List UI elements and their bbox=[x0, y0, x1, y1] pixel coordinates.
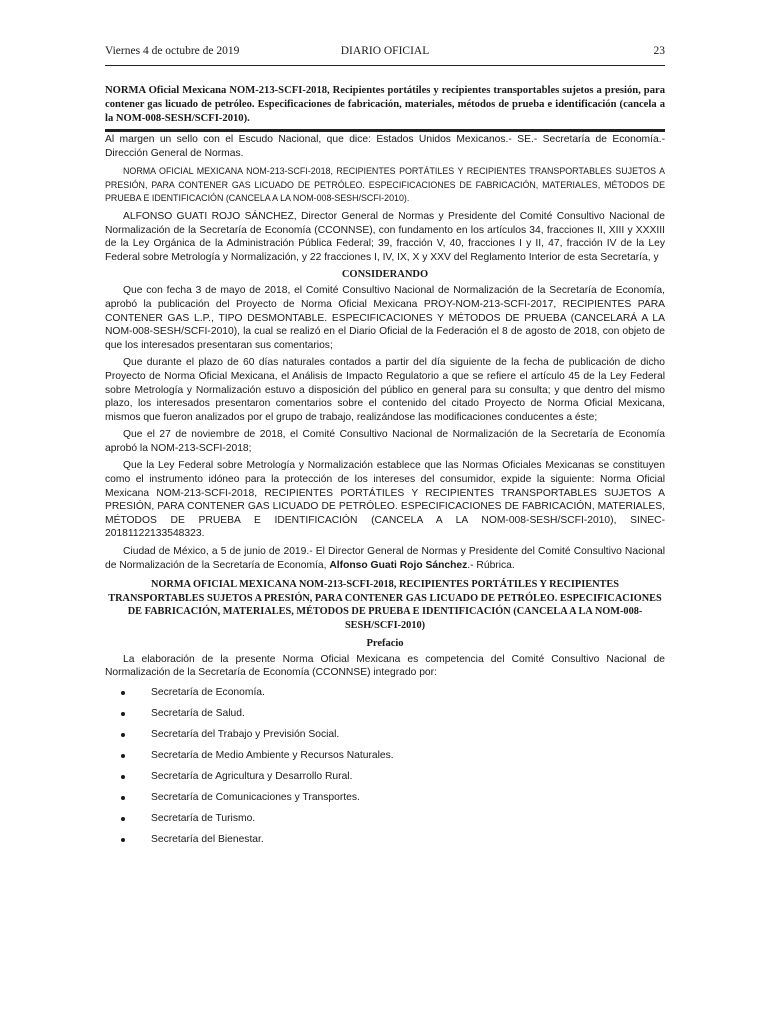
signature-text: Ciudad de México, a 5 de junio de 2019.- El Director General de Normas y Presidente del Comité Consultivo Nacional de Normalización de la Secretaría de Economía, bbox=[105, 546, 665, 571]
signature-paragraph bbox=[105, 545, 665, 572]
list-item: Secretaría de Agricultura y Desarrollo Rural. bbox=[105, 770, 665, 784]
considerando-heading: CONSIDERANDO bbox=[341, 269, 429, 281]
header-publication: DIARIO OFICIAL bbox=[340, 45, 430, 57]
considerando-paragraph-3: Que el 27 de noviembre de 2018, el Comité Consultivo Nacional de Normalización de la Secretaría de Economía aprobó la NOM-213-SCFI-2018; bbox=[105, 429, 665, 454]
margin-note: Al margen un sello con el Escudo Nacional, que dice: Estados Unidos Mexicanos.- SE.- Secretaría de Economía.- Dirección General de Normas. bbox=[105, 134, 665, 159]
signature-end: .- Rúbrica. bbox=[467, 559, 515, 571]
member-list bbox=[105, 686, 665, 846]
header-page-number: 23 bbox=[653, 45, 665, 57]
list-item: Secretaría del Bienestar. bbox=[105, 833, 665, 847]
prefacio-heading: Prefacio bbox=[366, 637, 404, 649]
bullet-icon bbox=[121, 754, 125, 758]
list-item: Secretaría de Salud. bbox=[105, 707, 665, 721]
header-date: Viernes 4 de octubre de 2019 bbox=[105, 45, 240, 57]
bullet-icon bbox=[121, 691, 125, 695]
list-item: Secretaría de Comunicaciones y Transportes. bbox=[105, 791, 665, 805]
considerando-paragraph-4: Que la Ley Federal sobre Metrología y Normalización establece que las Normas Oficiales Mexicanas se constituyen como el instrumento idóneo para la protección de los intereses del consumidor, expide la siguiente: Norma Oficial Mexicana NOM-213-SCFI-2018, RECIPIENTES PORTÁTILES Y RECIPIENTES TRANSPORTABLES SUJETOS A PRESIÓN, PARA CONTENER GAS LICUADO DE PETRÓLEO. ESPECIFICACIONES DE FABRICACIÓN, MATERIALES, MÉTODOS DE PRUEBA E IDENTIFICACIÓN (CANCELA A LA NOM-008-SESH/SCFI-2010), SINEC-20181122133548323. bbox=[105, 460, 665, 540]
bullet-icon bbox=[121, 838, 125, 842]
considerando-paragraph-1: Que con fecha 3 de mayo de 2018, el Comité Consultivo Nacional de Normalización de la Secretaría de Economía, aprobó la publicación del Proyecto de Norma Oficial Mexicana PROY-NOM-213-SCFI-2017, RECIPIENTES PARA CONTENER GAS L.P., TIPO DESMONTABLE. ESPECIFICACIONES Y MÉTODOS DE PRUEBA (CANCELARÁ A LA NOM-008-SESH/SCFI-2010), la cual se realizó en el Diario Oficial de la Federación el 8 de agosto de 2018, con objeto de que los interesados presentaran sus comentarios; bbox=[105, 285, 665, 351]
bullet-icon bbox=[121, 775, 125, 779]
preamble-paragraph: ALFONSO GUATI ROJO SÁNCHEZ, Director General de Normas y Presidente del Comité Consultivo Nacional de Normalización de la Secretaría de Economía (CCONNSE), con fundamento en los artículos 34, fracciones II, XIII y XXXIII de la Ley Orgánica de la Administración Pública Federal; 39, fracción V, 40, fracciones I y II, 47, fracción IV de la Ley Federal sobre Metrología y Normalización, y 22 fracciones I, IV, IX, X y XXV del Reglamento Interior de esta Secretaría, y bbox=[105, 210, 665, 263]
signature-name: Alfonso Guati Rojo Sánchez bbox=[329, 559, 468, 571]
caps-title-paragraph: NORMA OFICIAL MEXICANA NOM-213-SCFI-2018, RECIPIENTES PORTÁTILES Y RECIPIENTES TRANSPORTABLES SUJETOS A PRESIÓN, PARA CONTENER GAS LICUADO DE PETRÓLEO. ESPECIFICACIONES DE FABRICACIÓN, MATERIALES, MÉTODOS DE PRUEBA E IDENTIFICACIÓN (CANCELA A LA NOM-008-SESH/SCFI-2010). bbox=[105, 166, 665, 204]
document-page bbox=[105, 44, 665, 854]
list-item: Secretaría de Economía. bbox=[105, 686, 665, 700]
running-header bbox=[105, 44, 665, 66]
list-item: Secretaría de Medio Ambiente y Recursos Naturales. bbox=[105, 749, 665, 763]
norm-center-title: NORMA OFICIAL MEXICANA NOM-213-SCFI-2018, RECIPIENTES PORTÁTILES Y RECIPIENTES TRANSPORTABLES SUJETOS A PRESIÓN, PARA CONTENER GAS LICUADO DE PETRÓLEO. ESPECIFICACIONES DE FABRICACIÓN, MATERIALES, MÉTODOS DE PRUEBA E IDENTIFICACIÓN (CANCELA A LA NOM-008-SESH/SCFI-2010) bbox=[108, 579, 662, 631]
prefacio-paragraph: La elaboración de la presente Norma Oficial Mexicana es competencia del Comité Consultivo Nacional de Normalización de la Secretaría de Economía (CCONNSE) integrado por: bbox=[105, 653, 665, 679]
bullet-icon bbox=[121, 817, 125, 821]
list-item: Secretaría del Trabajo y Previsión Social. bbox=[105, 728, 665, 742]
considerando-paragraph-2: Que durante el plazo de 60 días naturales contados a partir del día siguiente de la fecha de publicación de dicho Proyecto de Norma Oficial Mexicana, el Análisis de Impacto Regulatorio a que se refiere el artículo 45 de la Ley Federal sobre Metrología y Normalización estuvo a disposición del público en general para su consulta; y que dentro del mismo plazo, los interesados presentaron comentarios sobre el contenido del citado Proyecto de Norma Oficial Mexicana, mismos que fueron analizados por el grupo de trabajo, realizándose las modificaciones conducentes a éste; bbox=[105, 357, 665, 423]
bullet-icon bbox=[121, 796, 125, 800]
bullet-icon bbox=[121, 712, 125, 716]
norm-title: NORMA Oficial Mexicana NOM-213-SCFI-2018, Recipientes portátiles y recipientes transportables sujetos a presión, para contener gas licuado de petróleo. Especificaciones de fabricación, materiales, métodos de prueba e identificación (cancela a la NOM-008-SESH/SCFI-2010). bbox=[105, 84, 665, 132]
bullet-icon bbox=[121, 733, 125, 737]
list-item: Secretaría de Turismo. bbox=[105, 812, 665, 826]
